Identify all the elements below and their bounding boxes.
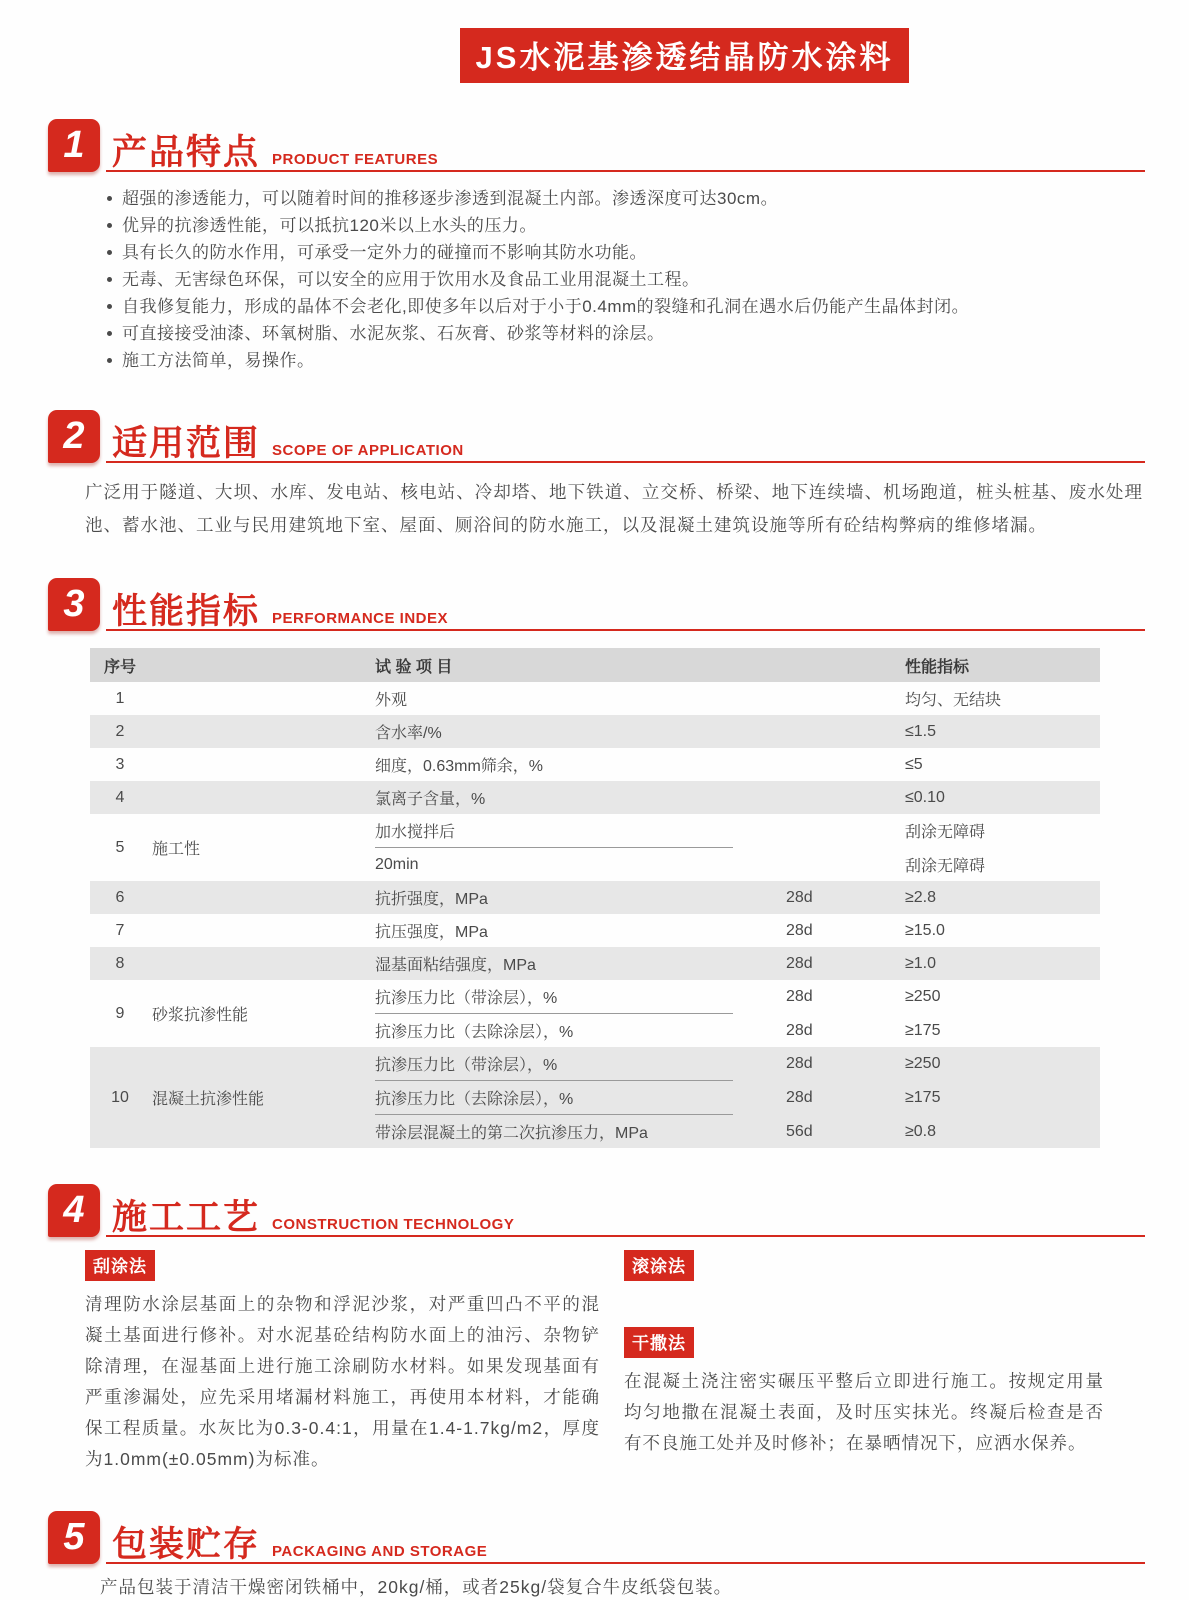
section-3-header <box>48 578 1145 632</box>
table-header-row <box>90 648 1100 682</box>
table-subrow <box>375 781 1100 814</box>
header-col-test-item: 试 验 项 目 <box>375 658 453 676</box>
section-3-heading <box>112 594 448 629</box>
index-value: ≥0.8 <box>905 1122 937 1140</box>
section-3-subtitle-en: PERFORMANCE INDEX <box>272 610 449 627</box>
age-value: 28d <box>786 987 813 1005</box>
age-value: 56d <box>786 1122 813 1140</box>
table-row <box>90 980 1100 1047</box>
age-value: 28d <box>786 888 813 906</box>
section-4-subtitle-en: CONSTRUCTION TECHNOLOGY <box>272 1216 515 1233</box>
section-5-subtitle-en: PACKAGING AND STORAGE <box>272 1543 488 1560</box>
method-dry-text: 在混凝土浇注密实碾压平整后立即进行施工。按规定用量均匀地撒在混凝土表面，及时压实抹光。终凝后检查是否有不良施工处并及时修补；在暴晒情况下，应洒水保养。 <box>624 1371 1104 1453</box>
table-subrow <box>375 947 1100 980</box>
table-row <box>90 914 1100 947</box>
table-subrow <box>375 715 1100 748</box>
age-value: 28d <box>786 954 813 972</box>
table-row <box>90 715 1100 748</box>
method-dry-label: 干撒法 <box>624 1327 694 1358</box>
methods-right-column <box>624 1250 1104 1475</box>
section-2-subtitle-en: SCOPE OF APPLICATION <box>272 442 464 459</box>
method-scrape-label: 刮涂法 <box>85 1250 155 1281</box>
row-items <box>375 914 1100 947</box>
test-item: 细度，0.63mm筛余，% <box>375 758 544 775</box>
index-value: ≤0.10 <box>905 788 945 806</box>
table-subrow <box>375 1081 1100 1114</box>
test-item: 抗渗压力比（带涂层），% <box>375 1057 558 1074</box>
section-1-header <box>48 119 1145 173</box>
age-value: 28d <box>786 921 813 939</box>
table-row <box>90 881 1100 914</box>
table-subrow <box>375 1047 1100 1080</box>
table-row <box>90 781 1100 814</box>
table-subrow <box>375 1115 1100 1148</box>
method-scrape-coating <box>85 1250 600 1475</box>
test-item: 抗渗压力比（去除涂层），% <box>375 1091 574 1108</box>
section-4-heading <box>112 1200 514 1235</box>
test-item: 抗压强度，MPa <box>375 924 488 941</box>
section-2-number-badge: 2 <box>48 410 100 463</box>
row-number: 5 <box>115 838 125 856</box>
feature-item: 可直接接受油漆、环氧树脂、水泥灰浆、石灰膏、砂浆等材料的涂层。 <box>105 320 1145 347</box>
index-value: ≥15.0 <box>905 921 945 939</box>
index-value: ≥250 <box>905 1054 941 1072</box>
test-item: 含水率/% <box>375 725 442 742</box>
feature-item: 施工方法简单，易操作。 <box>105 347 1145 374</box>
features-list <box>105 185 1145 374</box>
test-item: 抗渗压力比（带涂层），% <box>375 990 558 1007</box>
row-number: 1 <box>115 689 125 707</box>
feature-item: 无毒、无害绿色环保，可以安全的应用于饮用水及食品工业用混凝土工程。 <box>105 266 1145 293</box>
method-roller-label: 滚涂法 <box>624 1250 694 1281</box>
table-subrow <box>375 914 1100 947</box>
section-4-number-badge: 4 <box>48 1184 100 1237</box>
row-number: 7 <box>115 921 125 939</box>
age-value: 28d <box>786 1021 813 1039</box>
index-value: ≥250 <box>905 987 941 1005</box>
table-row <box>90 814 1100 881</box>
header-col-no: 序号 <box>103 658 136 676</box>
performance-table <box>90 648 1100 1148</box>
table-body <box>90 682 1100 1148</box>
row-number: 10 <box>111 1088 129 1106</box>
row-number: 4 <box>115 788 125 806</box>
table-subrow <box>375 881 1100 914</box>
test-item: 氯离子含量，% <box>375 791 486 808</box>
table-row <box>90 1047 1100 1148</box>
row-number: 3 <box>115 755 125 773</box>
row-items <box>375 748 1100 781</box>
method-roller-coating <box>624 1250 1104 1281</box>
age-value: 28d <box>786 1054 813 1072</box>
section-1-subtitle-en: PRODUCT FEATURES <box>272 151 439 168</box>
row-items <box>375 682 1100 715</box>
table-subrow <box>375 1014 1100 1047</box>
section-2-title: 适用范围 <box>112 424 261 463</box>
row-category: 施工性 <box>152 841 201 858</box>
age-value: 28d <box>786 1088 813 1106</box>
row-items <box>375 881 1100 914</box>
index-value: 刮涂无障碍 <box>905 824 986 841</box>
index-value: 刮涂无障碍 <box>905 858 986 875</box>
row-category: 混凝土抗渗性能 <box>152 1091 265 1108</box>
index-value: ≥175 <box>905 1021 941 1039</box>
section-5-header <box>48 1511 1145 1565</box>
section-2-heading <box>112 426 464 461</box>
construction-methods <box>85 1250 1143 1475</box>
section-1-heading <box>112 135 438 170</box>
section-1-number-badge: 1 <box>48 119 100 172</box>
index-value: ≥1.0 <box>905 954 937 972</box>
row-number: 2 <box>115 722 125 740</box>
row-items <box>375 947 1100 980</box>
section-5-title: 包装贮存 <box>112 1525 261 1564</box>
table-subrow <box>375 682 1100 715</box>
section-3-title: 性能指标 <box>112 592 261 631</box>
row-number: 6 <box>115 888 125 906</box>
section-2-header <box>48 410 1145 464</box>
packaging-paragraph: 产品包装于清洁干燥密闭铁桶中，20kg/桶，或者25kg/袋复合牛皮纸袋包装。 <box>100 1577 733 1597</box>
feature-item: 超强的渗透能力，可以随着时间的推移逐步渗透到混凝土内部。渗透深度可达30cm。 <box>105 185 1145 212</box>
section-4-title: 施工工艺 <box>112 1198 261 1237</box>
test-item: 带涂层混凝土的第二次抗渗压力，MPa <box>375 1125 648 1142</box>
row-items <box>375 715 1100 748</box>
row-items <box>375 814 1100 881</box>
row-items <box>375 980 1100 1047</box>
feature-item: 优异的抗渗透性能，可以抵抗120米以上水头的压力。 <box>105 212 1145 239</box>
section-5-heading <box>112 1527 487 1562</box>
section-1-title: 产品特点 <box>112 133 261 172</box>
row-number: 9 <box>115 1004 125 1022</box>
page-title: JS水泥基渗透结晶防水涂料 <box>460 28 910 83</box>
table-row <box>90 682 1100 715</box>
row-number: 8 <box>115 954 125 972</box>
test-item: 外观 <box>375 692 408 709</box>
feature-item: 具有长久的防水作用，可承受一定外力的碰撞而不影响其防水功能。 <box>105 239 1145 266</box>
test-item: 20min <box>375 855 419 873</box>
row-category: 砂浆抗渗性能 <box>152 1007 249 1024</box>
index-value: ≤5 <box>905 755 923 773</box>
index-value: ≥175 <box>905 1088 941 1106</box>
test-item: 抗渗压力比（去除涂层），% <box>375 1024 574 1041</box>
test-item: 加水搅拌后 <box>375 824 456 841</box>
table-subrow <box>375 814 1100 847</box>
test-item: 湿基面粘结强度，MPa <box>375 957 536 974</box>
header-col-index: 性能指标 <box>905 658 970 676</box>
table-row <box>90 947 1100 980</box>
scope-paragraph: 广泛用于隧道、大坝、水库、发电站、核电站、冷却塔、地下铁道、立交桥、桥梁、地下连续墙、机场跑道，桩头桩基、废水处理池、蓄水池、工业与民用建筑地下室、屋面、厕浴间的防水施工，以及混凝土建筑设施等所有砼结构弊病的维修堵漏。 <box>85 482 1143 535</box>
feature-item: 自我修复能力，形成的晶体不会老化,即使多年以后对于小于0.4mm的裂缝和孔洞在遇水后仍能产生晶体封闭。 <box>105 293 1145 320</box>
test-item: 抗折强度，MPa <box>375 891 488 908</box>
row-items <box>375 1047 1100 1148</box>
index-value: ≥2.8 <box>905 888 937 906</box>
index-value: ≤1.5 <box>905 722 937 740</box>
section-5-number-badge: 5 <box>48 1511 100 1564</box>
table-subrow <box>375 748 1100 781</box>
section-4-header <box>48 1184 1145 1238</box>
section-3-number-badge: 3 <box>48 578 100 631</box>
table-row <box>90 748 1100 781</box>
method-scrape-text: 清理防水涂层基面上的杂物和浮泥沙浆，对严重凹凸不平的混凝土基面进行修补。对水泥基砼结构防水面上的油污、杂物铲除清理，在湿基面上进行施工涂刷防水材料。如果发现基面有严重渗漏处，应先采用堵漏材料施工，再使用本材料，才能确保工程质量。水灰比为0.3-0.4:1，用量在1.4-1.7kg/m2，厚度为1.0mm(±0.05mm)为标准。 <box>85 1294 600 1469</box>
row-items <box>375 781 1100 814</box>
index-value: 均匀、无结块 <box>905 692 1002 709</box>
method-dry-sprinkle <box>624 1327 1104 1459</box>
table-subrow <box>375 980 1100 1013</box>
table-subrow <box>375 848 1100 881</box>
